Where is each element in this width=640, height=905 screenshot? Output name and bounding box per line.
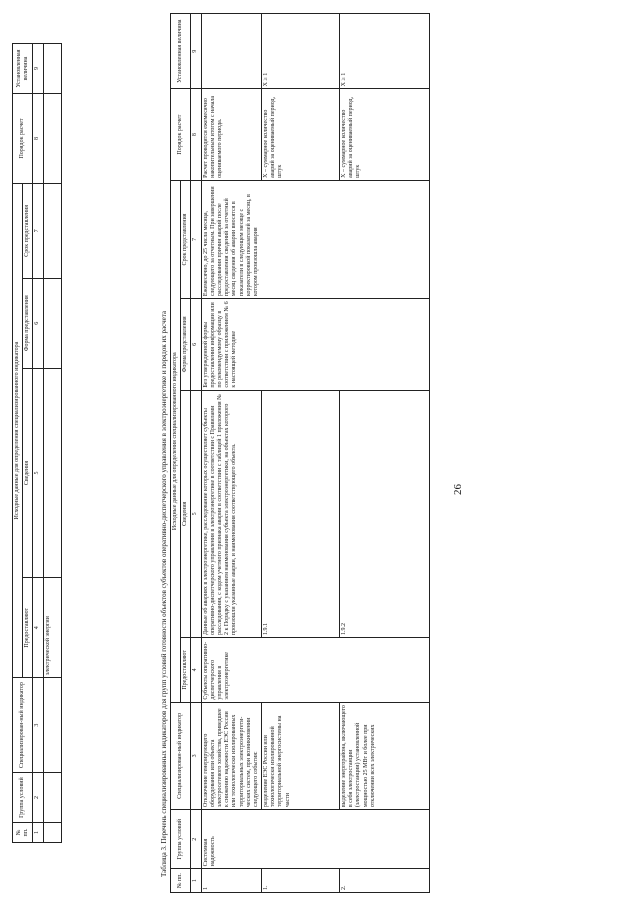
col-num: 8 xyxy=(191,89,201,180)
calc-cell: X – суммарное количество аварий за оцениваемый период, штук xyxy=(262,89,340,180)
header-deadline: Срок представления xyxy=(181,180,191,298)
accident-code-cell: 1.9.2 xyxy=(340,390,430,637)
column-number-row xyxy=(33,44,43,843)
header-source-group: Исходные данные для определения специализированного индикатора xyxy=(13,183,23,677)
page-number: 26 xyxy=(452,484,464,495)
header-form: Форма представления xyxy=(181,299,191,390)
col-num: 2 xyxy=(191,810,201,869)
top-table xyxy=(12,43,62,843)
col-num: 6 xyxy=(33,278,43,368)
header-provider: Предоставляют xyxy=(23,578,33,678)
indicator-cell: Отключение генерирующего оборудования или объекта электросетевого хозяйства, приведшее к снижению надежности ЕЭС России или технологически изолированных территориальных электроэнергети-ческих систем, при возникновении следующего события: xyxy=(201,702,262,810)
indicator-cell: выделение энергорайона, включающего в себя электростанции (электростанции) установленной мощностью 25 МВт и более при отключении всех электрических xyxy=(340,702,430,810)
section-row xyxy=(201,14,262,893)
main-table xyxy=(170,13,430,893)
deadline-cell: Ежемесячно, до 25 числа месяца, следующего за отчетным. При завершении расследования причин аварий после предоставления сведений за отчетный месяц сведения об аварии вносятся в показатели в следующем месяце с корректировкой показателей за месяц, в котором произошла авария xyxy=(201,180,430,298)
calc-cell: X – суммарное количество аварий за оцениваемый период, штук xyxy=(340,89,430,180)
header-value: Установленная величина xyxy=(13,44,33,94)
col-num: 7 xyxy=(191,180,201,298)
header-no: № пп. xyxy=(171,869,191,893)
accident-code-cell: 1.9.1 xyxy=(262,390,340,637)
row-number: 1 xyxy=(201,869,262,893)
col-num: 5 xyxy=(33,368,43,578)
provider-cell: электрической энергии xyxy=(43,578,61,678)
col-num: 3 xyxy=(33,678,43,773)
col-num: 9 xyxy=(33,44,43,94)
header-value: Установленная величина xyxy=(171,14,191,89)
col-num: 1 xyxy=(191,869,201,893)
header-group: Группа условий xyxy=(171,810,191,869)
col-num: 9 xyxy=(191,14,201,89)
header-provider: Предоставляют xyxy=(181,638,191,703)
table-caption: Таблица 3. Перечень специализированных индикаторов для групп условий готовности объектов субъектов оперативно-диспетчерского управления в электроэнергетике и порядок их расчета xyxy=(160,311,168,877)
header-no: № пп. xyxy=(13,823,33,843)
calc-cell: Расчет проводится ежемесячно накопительным итогом с начала оцениваемого периода. xyxy=(201,89,262,180)
header-calc: Порядок расчет xyxy=(13,94,33,184)
value-cell: X ≥ 1 xyxy=(262,14,340,89)
header-indicator: Специализирован-ный индикатор xyxy=(13,678,33,773)
col-num: 7 xyxy=(33,183,43,278)
value-cell: X ≥ 1 xyxy=(340,14,430,89)
col-num: 3 xyxy=(191,702,201,810)
info-cell: Данные об авариях в электроэнергетике, расследование которых осуществляет субъекты оперативно-диспетчерского управления в электроэнергетике в соответствии с Правилами расследования, с кодом учетного признака аварии в соответствии с таблицей 1 приложения № 2 к Порядку с указанием наименования субъекта электроэнергетики, на объектах которого произошли указанные аварии, и наименования соответствующего объекта. xyxy=(201,390,262,637)
row-number: 1. xyxy=(262,869,340,893)
col-num: 1 xyxy=(33,823,43,843)
table-row xyxy=(340,14,430,893)
header-calc: Порядок расчет xyxy=(171,89,191,180)
row-number: 2. xyxy=(340,869,430,893)
group-cell: Системная надежность xyxy=(201,810,430,869)
form-cell: Без утвержденной формы предоставления информации или по рекомендуемому образцу в соответствии с приложением № 6 к настоящей методике xyxy=(201,299,430,390)
provider-cell: Субъекты оперативно-диспетчерского управления в электроэнергетике xyxy=(201,638,430,703)
col-num: 4 xyxy=(33,578,43,678)
header-indicator: Специализирован-ный индикатор xyxy=(171,702,191,810)
header-form: Форма представления xyxy=(23,278,33,368)
col-num: 6 xyxy=(191,299,201,390)
indicator-cell: разделение ЕЭС России или технологически изолированной территориальной энергосистемы на части xyxy=(262,702,340,810)
table-row xyxy=(43,44,61,843)
header-info: Сведения xyxy=(181,390,191,637)
col-num: 4 xyxy=(191,638,201,703)
table-row xyxy=(262,14,340,893)
col-num: 2 xyxy=(33,773,43,823)
column-number-row xyxy=(191,14,201,893)
header-info: Сведения xyxy=(23,368,33,578)
header-deadline: Срок представления xyxy=(23,183,33,278)
header-group: Группа условий xyxy=(13,773,33,823)
col-num: 8 xyxy=(33,94,43,184)
col-num: 5 xyxy=(191,390,201,637)
header-source-group: Исходные данные для определения специализированного индикатора xyxy=(171,180,181,702)
